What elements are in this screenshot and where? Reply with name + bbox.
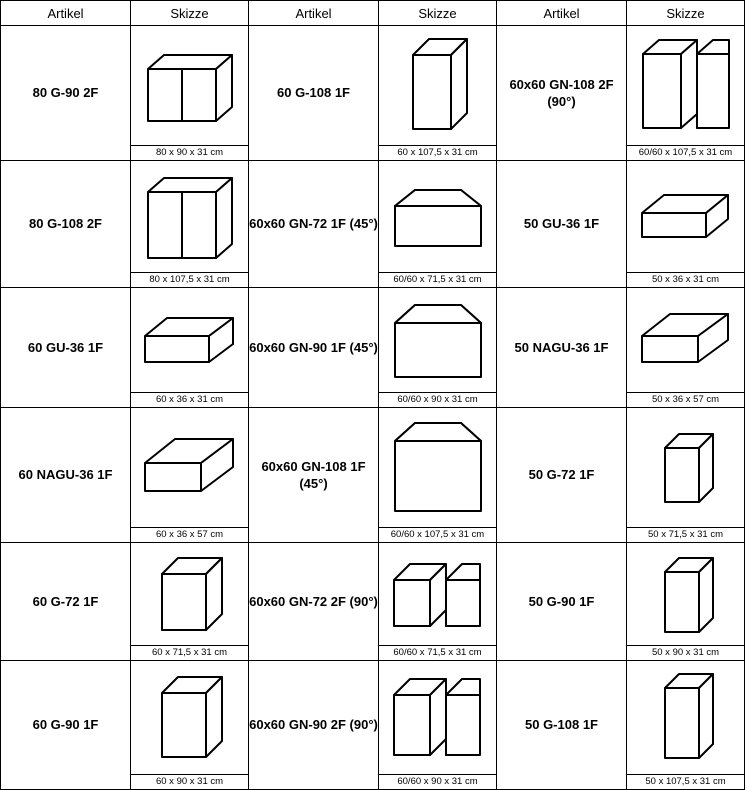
sketch-cell [131,407,249,542]
article-name: 60x60 GN-108 2F (90°) [497,26,627,161]
dimension-label: 60/60 x 71,5 x 31 cm [379,645,496,660]
dimension-label: 80 x 107,5 x 31 cm [131,272,248,287]
sketch-cell [627,26,745,161]
article-name: 60 NAGU-36 1F [1,407,131,542]
sketch-cell [627,287,745,407]
article-name: 60 GU-36 1F [1,287,131,407]
table-row [1,287,745,407]
article-name: 60 G-90 1F [1,661,131,790]
sketch-cell [131,543,249,661]
article-name: 50 GU-36 1F [497,161,627,288]
article-name: 60x60 GN-72 2F (90°) [249,543,379,661]
corner-cabinet-45-tall-icon [379,408,496,527]
article-name: 60 G-108 1F [249,26,379,161]
column-header-skizze-2: Skizze [379,1,497,26]
dimension-label: 80 x 90 x 31 cm [131,145,248,160]
column-header-artikel-3: Artikel [497,1,627,26]
dimension-label: 60/60 x 107,5 x 31 cm [627,145,744,160]
sketch-cell [627,661,745,790]
overhead-cabinet-deep-icon [131,408,248,527]
corner-cabinet-90-tall-icon [627,26,744,145]
article-name: 60x60 GN-108 1F (45°) [249,407,379,542]
wall-cabinet-1door-icon [131,543,248,645]
article-name: 60x60 GN-72 1F (45°) [249,161,379,288]
column-header-artikel-1: Artikel [1,1,131,26]
wall-cabinet-1door-narrow-tall-icon [627,661,744,773]
wall-cabinet-tall-1door-icon [379,26,496,145]
dimension-label: 60/60 x 107,5 x 31 cm [379,527,496,542]
dimension-label: 60 x 36 x 57 cm [131,527,248,542]
dimension-label: 50 x 36 x 57 cm [627,392,744,407]
article-name: 80 G-90 2F [1,26,131,161]
table-row [1,26,745,161]
article-name: 50 G-90 1F [497,543,627,661]
dimension-label: 50 x 36 x 31 cm [627,272,744,287]
dimension-label: 60 x 90 x 31 cm [131,774,248,789]
dimension-label: 60 x 71,5 x 31 cm [131,645,248,660]
article-name: 60 G-72 1F [1,543,131,661]
dimension-label: 60 x 107,5 x 31 cm [379,145,496,160]
corner-cabinet-90-short-icon [379,543,496,645]
column-header-artikel-2: Artikel [249,1,379,26]
sketch-cell [379,661,497,790]
sketch-cell [131,287,249,407]
dimension-label: 60/60 x 90 x 31 cm [379,392,496,407]
sketch-cell [131,161,249,288]
sketch-cell [627,161,745,288]
overhead-cabinet-flat-icon [627,161,744,271]
table-header-row [1,1,745,26]
corner-cabinet-90-mid-icon [379,661,496,773]
dimension-label: 60 x 36 x 31 cm [131,392,248,407]
sketch-cell [131,661,249,790]
wall-cabinet-1door-mid-icon [131,661,248,773]
dimension-label: 60/60 x 90 x 31 cm [379,774,496,789]
dimension-label: 50 x 90 x 31 cm [627,645,744,660]
wall-cabinet-2door-tall-icon [131,161,248,271]
dimension-label: 60/60 x 71,5 x 31 cm [379,272,496,287]
sketch-cell [379,26,497,161]
corner-cabinet-45-mid-icon [379,288,496,392]
overhead-cabinet-flat-icon [131,288,248,392]
wall-cabinet-1door-narrow-mid-icon [627,543,744,645]
article-name: 60x60 GN-90 2F (90°) [249,661,379,790]
sketch-cell [379,407,497,542]
article-name: 50 G-108 1F [497,661,627,790]
corner-cabinet-45-short-icon [379,161,496,271]
article-name: 80 G-108 2F [1,161,131,288]
table-row [1,407,745,542]
table-row [1,661,745,790]
wall-cabinet-1door-narrow-icon [627,408,744,527]
article-name: 60x60 GN-90 1F (45°) [249,287,379,407]
wall-cabinet-2door-icon [131,26,248,145]
dimension-label: 50 x 71,5 x 31 cm [627,527,744,542]
sketch-cell [379,543,497,661]
article-name: 50 NAGU-36 1F [497,287,627,407]
table-row [1,161,745,288]
table-row [1,543,745,661]
dimension-label: 50 x 107,5 x 31 cm [627,774,744,789]
sketch-cell [627,543,745,661]
column-header-skizze-3: Skizze [627,1,745,26]
sketch-cell [379,287,497,407]
sketch-cell [131,26,249,161]
article-name: 50 G-72 1F [497,407,627,542]
sketch-cell [379,161,497,288]
column-header-skizze-1: Skizze [131,1,249,26]
overhead-cabinet-deep-icon [627,288,744,392]
sketch-cell [627,407,745,542]
